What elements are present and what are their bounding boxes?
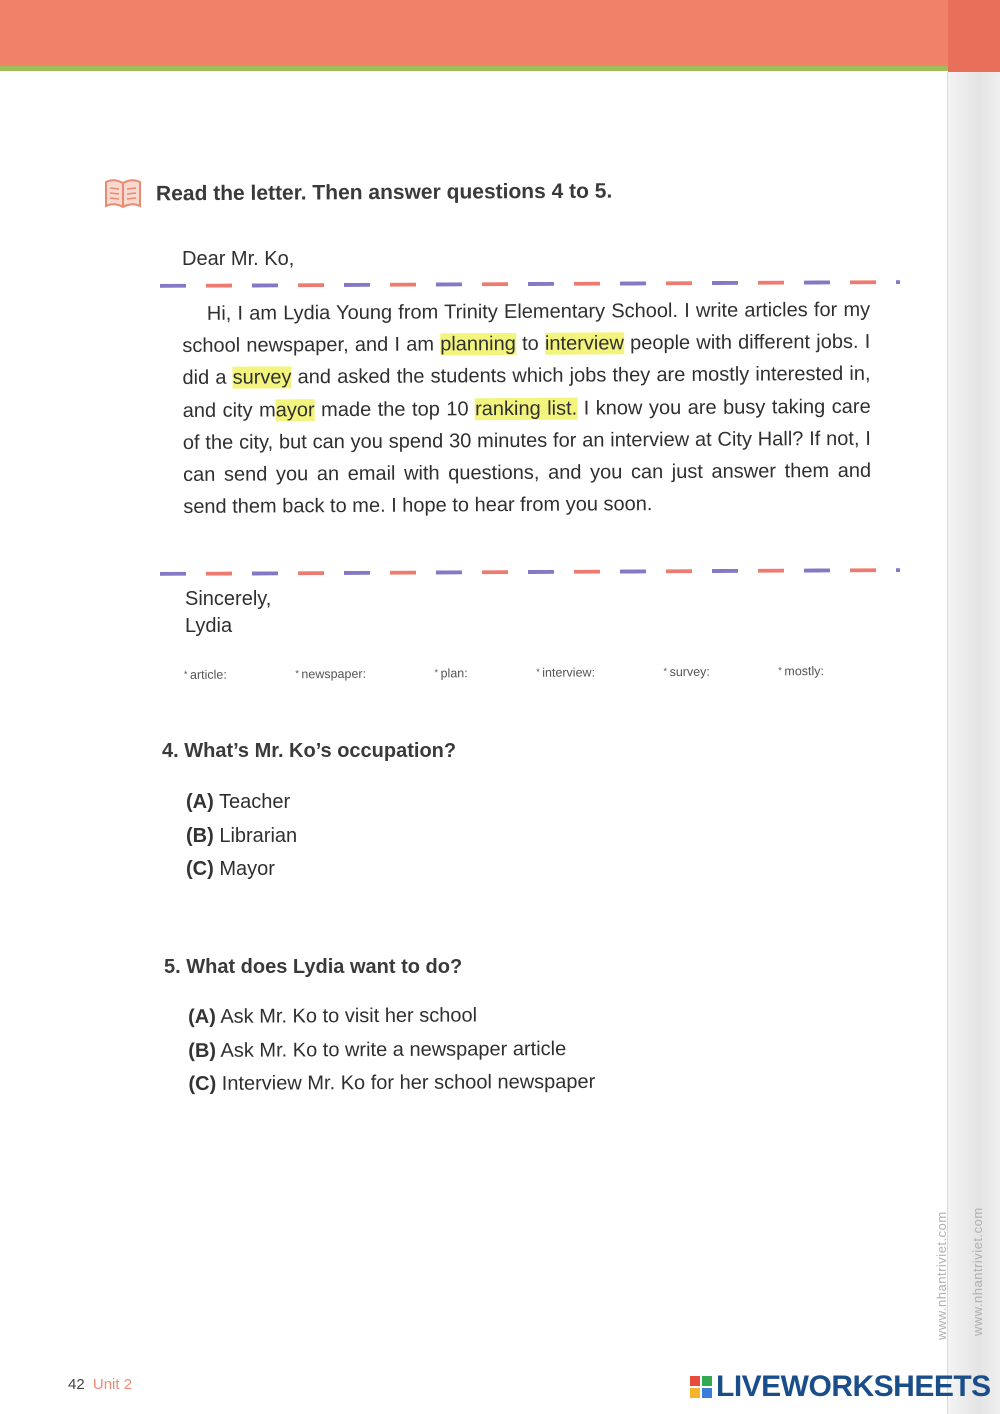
closing-text: Sincerely, (185, 588, 272, 610)
unit-label: Unit 2 (92, 1376, 133, 1393)
letter-text: made the top 10 (314, 397, 476, 421)
dash-segment (666, 569, 692, 573)
dash-segment (252, 283, 278, 287)
dash-segment (206, 572, 232, 576)
vocabulary-item: * survey: (664, 665, 710, 679)
letter-text: I know you are busy taking care of the city, but can you spend 30 minutes for an interview at City Hall? If not, I can send you an email with questions, and you can just answer them and send them back to me. I hope to hear from you soon. (182, 395, 872, 519)
dash-segment (160, 284, 186, 288)
option-letter: (C) (188, 1072, 217, 1095)
liveworksheets-brand (690, 1370, 991, 1404)
top-stripe (0, 66, 950, 71)
vocabulary-item: * mostly: (778, 664, 824, 678)
answer-option[interactable] (188, 999, 595, 1035)
dash-segment (758, 569, 784, 573)
airmail-border-top (160, 280, 900, 288)
airmail-border-bottom (160, 568, 900, 576)
dash-segment (896, 280, 900, 284)
letter-closing (185, 586, 271, 640)
answer-option[interactable] (186, 820, 297, 854)
dash-segment (528, 282, 554, 286)
option-letter: (B) (188, 1039, 217, 1062)
letter-text: people with different jobs. I did a (182, 330, 871, 390)
dash-segment (528, 570, 554, 574)
letter-text: and asked the students which jobs they are mostly interested in, and city m (182, 363, 871, 422)
dash-segment (850, 568, 876, 572)
dash-segment (758, 281, 784, 285)
vocabulary-item: * article: (184, 668, 227, 682)
question-4: 4. What’s Mr. Ko’s occupation? (162, 740, 457, 762)
highlighted-word: interview (544, 332, 624, 355)
dash-segment (298, 571, 324, 575)
page-footer (68, 1376, 132, 1393)
answer-option[interactable] (188, 1032, 595, 1068)
dash-segment (850, 280, 876, 284)
question-5-options (188, 999, 595, 1102)
option-text: Teacher (213, 791, 291, 813)
option-text: Librarian (213, 824, 298, 847)
top-banner (0, 0, 1000, 66)
dash-segment (574, 570, 600, 574)
brand-text: LIVEWORKSHEETS (716, 1370, 991, 1403)
highlighted-word: planning (440, 333, 516, 356)
watermark: www.nhantriviet.com (934, 1211, 949, 1340)
dash-segment (666, 281, 692, 285)
option-text: Interview Mr. Ko for her school newspaper (216, 1070, 596, 1095)
question-4-options (186, 786, 297, 887)
letter-body (182, 294, 871, 524)
dash-segment (482, 570, 508, 574)
option-text: Ask Mr. Ko to visit her school (215, 1004, 478, 1028)
liveworksheets-logo-icon (690, 1376, 712, 1398)
dash-segment (252, 571, 278, 575)
letter-text: Hi, I am Lydia Young from Trinity Elementary School. I write articles for my school newspaper, and I am (182, 298, 871, 358)
dash-segment (620, 569, 646, 573)
instruction (104, 176, 612, 210)
dash-segment (298, 283, 324, 287)
dash-segment (436, 282, 462, 286)
dash-segment (390, 283, 416, 287)
dash-segment (344, 283, 370, 287)
vocabulary-item: * newspaper: (295, 667, 366, 681)
page-edge-tab (948, 0, 1000, 72)
dash-segment (712, 281, 738, 285)
highlighted-word: ranking list. (475, 397, 578, 420)
dash-segment (482, 282, 508, 286)
answer-option[interactable] (186, 853, 297, 887)
highlighted-word: ayor (275, 398, 315, 422)
vocabulary-item: * interview: (536, 665, 595, 679)
watermark: www.nhantriviet.com (970, 1207, 985, 1336)
dash-segment (896, 568, 900, 572)
dash-segment (620, 281, 646, 285)
open-book-icon (104, 176, 142, 210)
dash-segment (712, 569, 738, 573)
letter-greeting: Dear Mr. Ko, (182, 248, 295, 270)
dash-segment (206, 284, 232, 288)
signature: Lydia (185, 615, 233, 637)
paragraph-indent (182, 303, 207, 325)
page-number: 42 (68, 1376, 85, 1393)
option-letter: (B) (186, 824, 214, 847)
option-letter: (C) (186, 858, 214, 880)
dash-segment (160, 572, 186, 576)
dash-segment (390, 571, 416, 575)
instruction-title: Read the letter. Then answer questions 4 to 5. (155, 179, 613, 206)
option-letter: (A) (186, 791, 214, 813)
option-text: Mayor (213, 858, 275, 880)
dash-segment (804, 568, 830, 572)
answer-option[interactable] (186, 786, 297, 820)
dash-segment (436, 570, 462, 574)
vocabulary-list (184, 664, 824, 682)
letter-text: to (515, 332, 546, 356)
dash-segment (344, 571, 370, 575)
option-text: Ask Mr. Ko to write a newspaper article (215, 1037, 567, 1062)
dash-segment (574, 282, 600, 286)
highlighted-word: survey (232, 366, 292, 390)
vocabulary-item: * plan: (435, 666, 468, 680)
question-5: 5. What does Lydia want to do? (164, 956, 463, 978)
dash-segment (804, 280, 830, 284)
option-letter: (A) (188, 1005, 216, 1028)
answer-option[interactable] (188, 1066, 595, 1102)
